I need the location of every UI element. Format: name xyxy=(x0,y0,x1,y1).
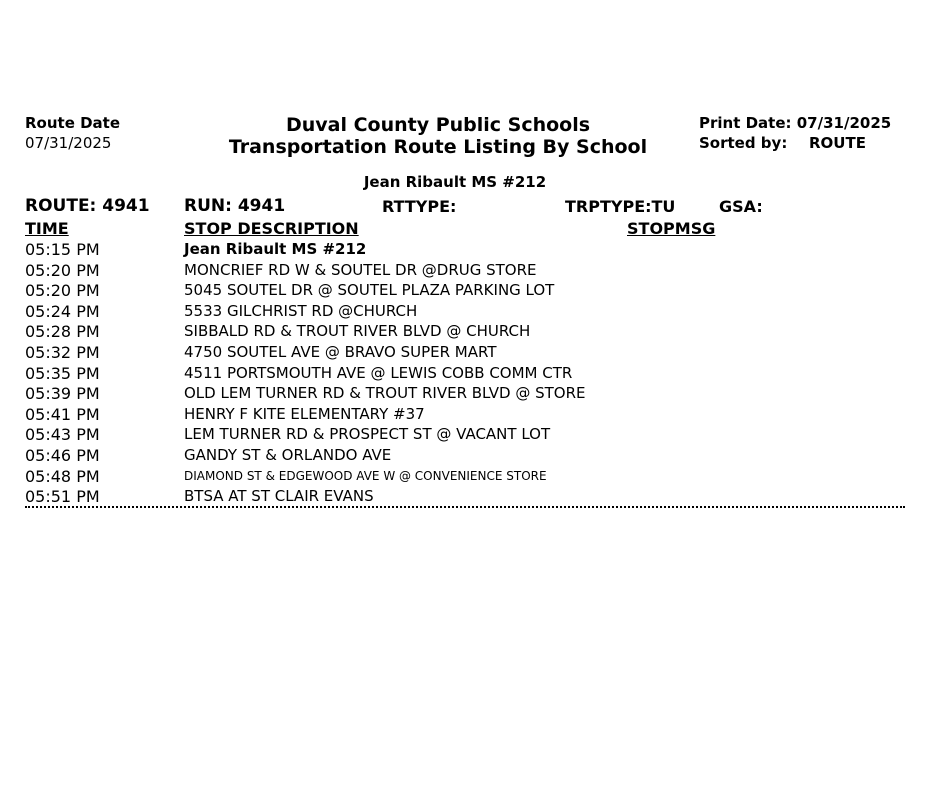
route-number: ROUTE: 4941 xyxy=(25,196,150,216)
stop-description: 4511 PORTSMOUTH AVE @ LEWIS COBB COMM CTR xyxy=(184,363,573,382)
stop-time: 05:15 PM xyxy=(25,240,100,259)
stop-time: 05:35 PM xyxy=(25,363,100,383)
stops-list xyxy=(25,238,905,506)
trptype: TRPTYPE:TU xyxy=(565,197,676,216)
gsa: GSA: xyxy=(719,197,763,216)
stop-time: 05:20 PM xyxy=(25,281,100,301)
stop-row xyxy=(25,238,905,259)
stop-row xyxy=(25,362,905,383)
stop-description: 5533 GILCHRIST RD @CHURCH xyxy=(184,301,418,320)
sorted-by-label: Sorted by: xyxy=(699,134,788,152)
stop-description: DIAMOND ST & EDGEWOOD AVE W @ CONVENIENCE STORE xyxy=(184,468,547,483)
stop-time: 05:41 PM xyxy=(25,404,100,424)
route-date-label: Route Date xyxy=(25,114,121,132)
stop-time: 05:24 PM xyxy=(25,301,100,321)
stop-time: 05:39 PM xyxy=(25,384,100,404)
stop-row xyxy=(25,444,905,465)
stop-description: OLD LEM TURNER RD & TROUT RIVER BLVD @ STORE xyxy=(184,384,586,403)
route-date-value: 07/31/2025 xyxy=(25,134,112,152)
stop-row xyxy=(25,382,905,403)
stop-description: MONCRIEF RD W & SOUTEL DR @DRUG STORE xyxy=(184,260,537,279)
stop-description: HENRY F KITE ELEMENTARY #37 xyxy=(184,404,425,423)
dotted-separator xyxy=(25,506,905,508)
school-name: Jean Ribault MS #212 xyxy=(363,173,547,191)
stop-row xyxy=(25,485,905,506)
stop-description: LEM TURNER RD & PROSPECT ST @ VACANT LOT xyxy=(184,425,551,444)
stop-time: 05:28 PM xyxy=(25,322,100,342)
stop-time: 05:20 PM xyxy=(25,260,100,280)
stop-description: 5045 SOUTEL DR @ SOUTEL PLAZA PARKING LOT xyxy=(184,281,555,300)
rttype: RTTYPE: xyxy=(382,197,457,216)
stop-description: GANDY ST & ORLANDO AVE xyxy=(184,445,392,464)
report-title-line1: Duval County Public Schools xyxy=(285,114,591,136)
stop-time: 05:51 PM xyxy=(25,487,100,507)
stop-row xyxy=(25,465,905,486)
column-header-stop-description: STOP DESCRIPTION xyxy=(184,219,359,238)
stop-row xyxy=(25,423,905,444)
report-title-line2: Transportation Route Listing By School xyxy=(228,136,648,158)
stop-description: 4750 SOUTEL AVE @ BRAVO SUPER MART xyxy=(184,342,497,361)
stop-row xyxy=(25,300,905,321)
column-header-stopmsg: STOPMSG xyxy=(627,219,716,238)
stop-time: 05:32 PM xyxy=(25,342,100,362)
stop-row xyxy=(25,403,905,424)
stop-description: BTSA AT ST CLAIR EVANS xyxy=(184,487,374,506)
stop-description: SIBBALD RD & TROUT RIVER BLVD @ CHURCH xyxy=(184,322,531,341)
stop-time: 05:43 PM xyxy=(25,425,100,445)
stop-time: 05:48 PM xyxy=(25,466,100,486)
run-number: RUN: 4941 xyxy=(184,196,286,216)
column-header-time: TIME xyxy=(25,219,69,238)
stop-row xyxy=(25,341,905,362)
stop-time: 05:46 PM xyxy=(25,445,100,465)
stop-row xyxy=(25,279,905,300)
stop-row xyxy=(25,259,905,280)
stop-row xyxy=(25,320,905,341)
stop-description: Jean Ribault MS #212 xyxy=(184,240,367,258)
sorted-by-value: ROUTE xyxy=(809,134,866,152)
print-date: Print Date: 07/31/2025 xyxy=(699,114,892,132)
